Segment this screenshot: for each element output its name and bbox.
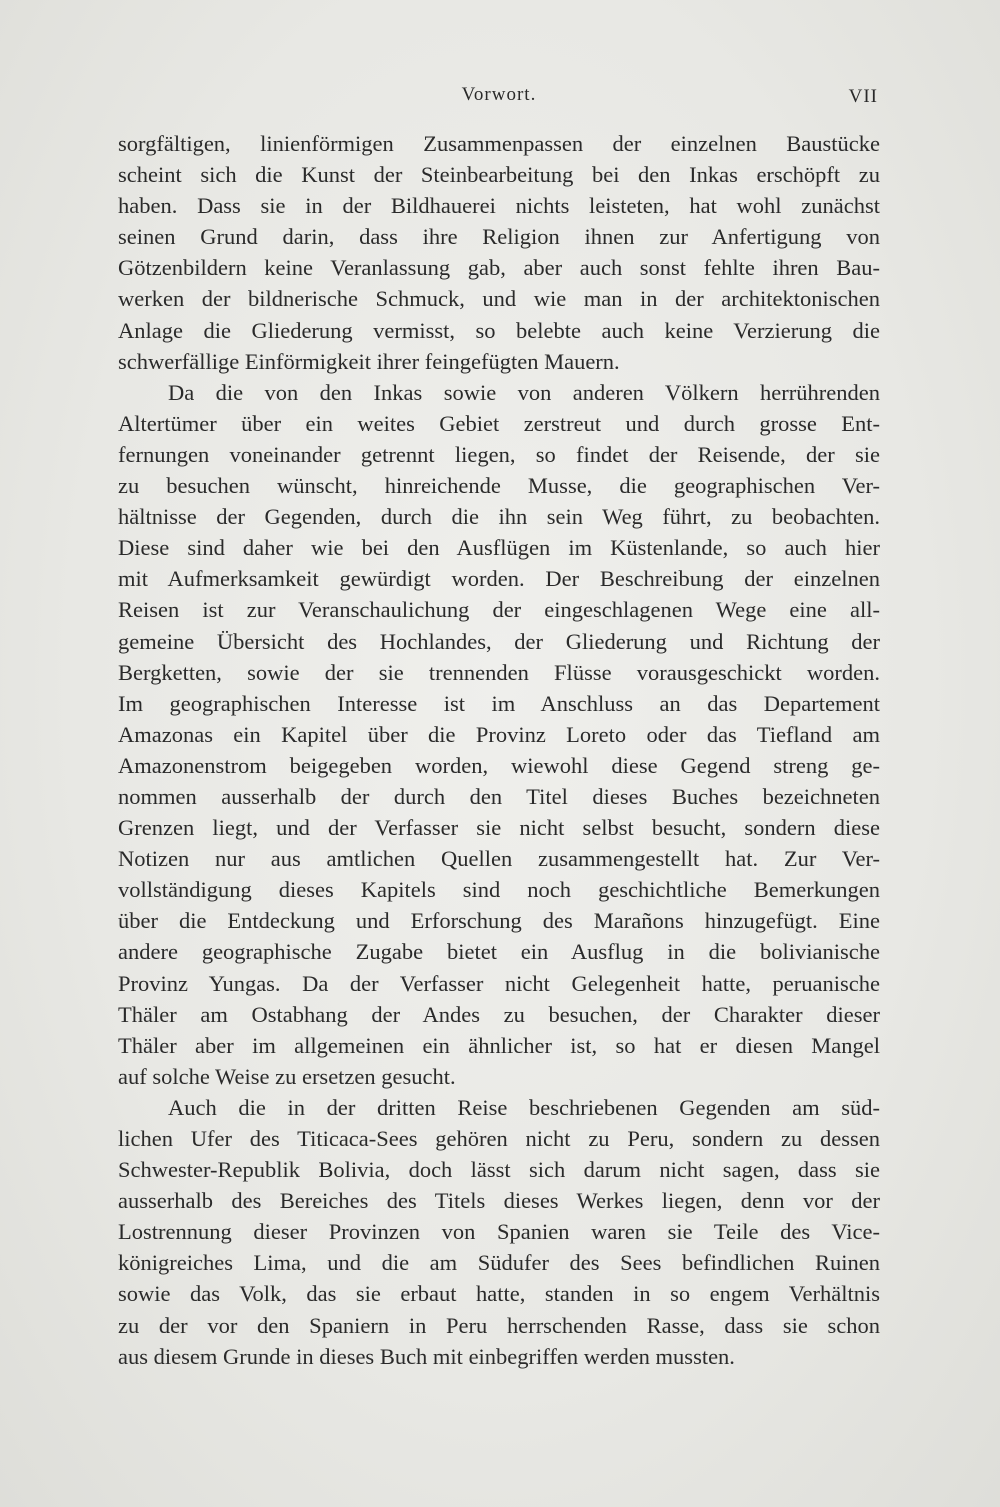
text-line: gemeine Übersicht des Hochlandes, der Gliederung und Richtung der [118,628,880,654]
text-line: Amazonenstrom beigegeben worden, wiewohl diese Gegend streng ge- [118,752,880,778]
text-line: Provinz Yungas. Da der Verfasser nicht Gelegenheit hatte, peruanische [118,970,880,996]
text-line: Schwester-Republik Bolivia, doch lässt sich darum nicht sagen, dass sie [118,1157,880,1183]
paragraph [118,128,880,377]
text-line: aus diesem Grunde in dieses Buch mit einbegriffen werden mussten. [118,1343,735,1369]
text-line: schwerfällige Einförmigkeit ihrer feingefügten Mauern. [118,348,620,374]
text-line: Thäler am Ostabhang der Andes zu besuchen, der Charakter dieser [118,1001,880,1027]
text-line: Auch die in der dritten Reise beschriebenen Gegenden am süd- [168,1094,880,1120]
running-header [118,84,880,114]
body-text [118,128,880,1372]
text-line: nommen ausserhalb der durch den Titel dieses Buches bezeichneten [118,783,880,809]
text-line: lichen Ufer des Titicaca-Sees gehören nicht zu Peru, sondern zu dessen [118,1126,880,1151]
text-line: über die Entdeckung und Erforschung des Marañons hinzugefügt. Eine [118,908,880,934]
text-line: auf solche Weise zu ersetzen gesucht. [118,1063,456,1089]
text-line: Anlage die Gliederung vermisst, so belebte auch keine Verzierung die [118,317,880,343]
text-line: scheint sich die Kunst der Steinbearbeitung bei den Inkas erschöpft zu [118,162,880,188]
text-line: ausserhalb des Bereiches des Titels dieses Werkes liegen, denn vor der [118,1188,880,1214]
text-line: Da die von den Inkas sowie von anderen Völkern herrührenden [168,379,880,405]
text-line: königreiches Lima, und die am Südufer des Sees befindlichen Ruinen [118,1250,880,1276]
text-line: sowie das Volk, das sie erbaut hatte, standen in so engem Verhältnis [118,1281,880,1307]
text-line: Diese sind daher wie bei den Ausflügen im Küstenlande, so auch hier [118,535,880,561]
text-line: Altertümer über ein weites Gebiet zerstreut und durch grosse Ent- [118,410,880,436]
text-line: Bergketten, sowie der sie trennenden Flüsse vorausgeschickt worden. [118,659,880,685]
page-number: VII [848,86,878,107]
text-line: Reisen ist zur Veranschaulichung der eingeschlagenen Wege eine all- [118,597,880,623]
text-line: fernungen voneinander getrennt liegen, so findet der Reisende, der sie [118,441,880,467]
text-line: Grenzen liegt, und der Verfasser sie nicht selbst besucht, sondern diese [118,815,880,841]
text-line: zu besuchen wünscht, hinreichende Musse, die geographischen Ver- [118,473,880,499]
paragraph [118,377,880,1092]
running-title: Vorwort. [461,84,537,105]
text-line: Amazonas ein Kapitel über die Provinz Loreto oder das Tiefland am [118,721,880,747]
text-line: andere geographische Zugabe bietet ein Ausflug in die bolivianische [118,939,880,965]
text-line: werken der bildnerische Schmuck, und wie man in der architektonischen [118,286,880,312]
text-line: Im geographischen Interesse ist im Anschluss an das Departement [118,690,880,716]
text-line: zu der vor den Spaniern in Peru herrschenden Rasse, dass sie schon [118,1312,880,1338]
text-line: Lostrennung dieser Provinzen von Spanien waren sie Teile des Vice- [118,1219,880,1245]
text-line: mit Aufmerksamkeit gewürdigt worden. Der Beschreibung der einzelnen [118,566,880,592]
text-line: Notizen nur aus amtlichen Quellen zusammengestellt hat. Zur Ver- [118,846,880,872]
text-line: seinen Grund darin, dass ihre Religion ihnen zur Anfertigung von [118,224,880,250]
text-line: vollständigung dieses Kapitels sind noch geschichtliche Bemerkungen [118,877,880,903]
text-line: hältnisse der Gegenden, durch die ihn sein Weg führt, zu beobachten. [118,504,880,530]
text-line: sorgfältigen, linienförmigen Zusammenpassen der einzelnen Baustücke [118,131,880,156]
text-line: Götzenbildern keine Veranlassung gab, aber auch sonst fehlte ihren Bau- [118,255,880,281]
paragraph [118,1092,880,1372]
text-line: haben. Dass sie in der Bildhauerei nichts leisteten, hat wohl zunächst [118,193,880,219]
text-line: Thäler aber im allgemeinen ein ähnlicher ist, so hat er diesen Mangel [118,1032,880,1058]
